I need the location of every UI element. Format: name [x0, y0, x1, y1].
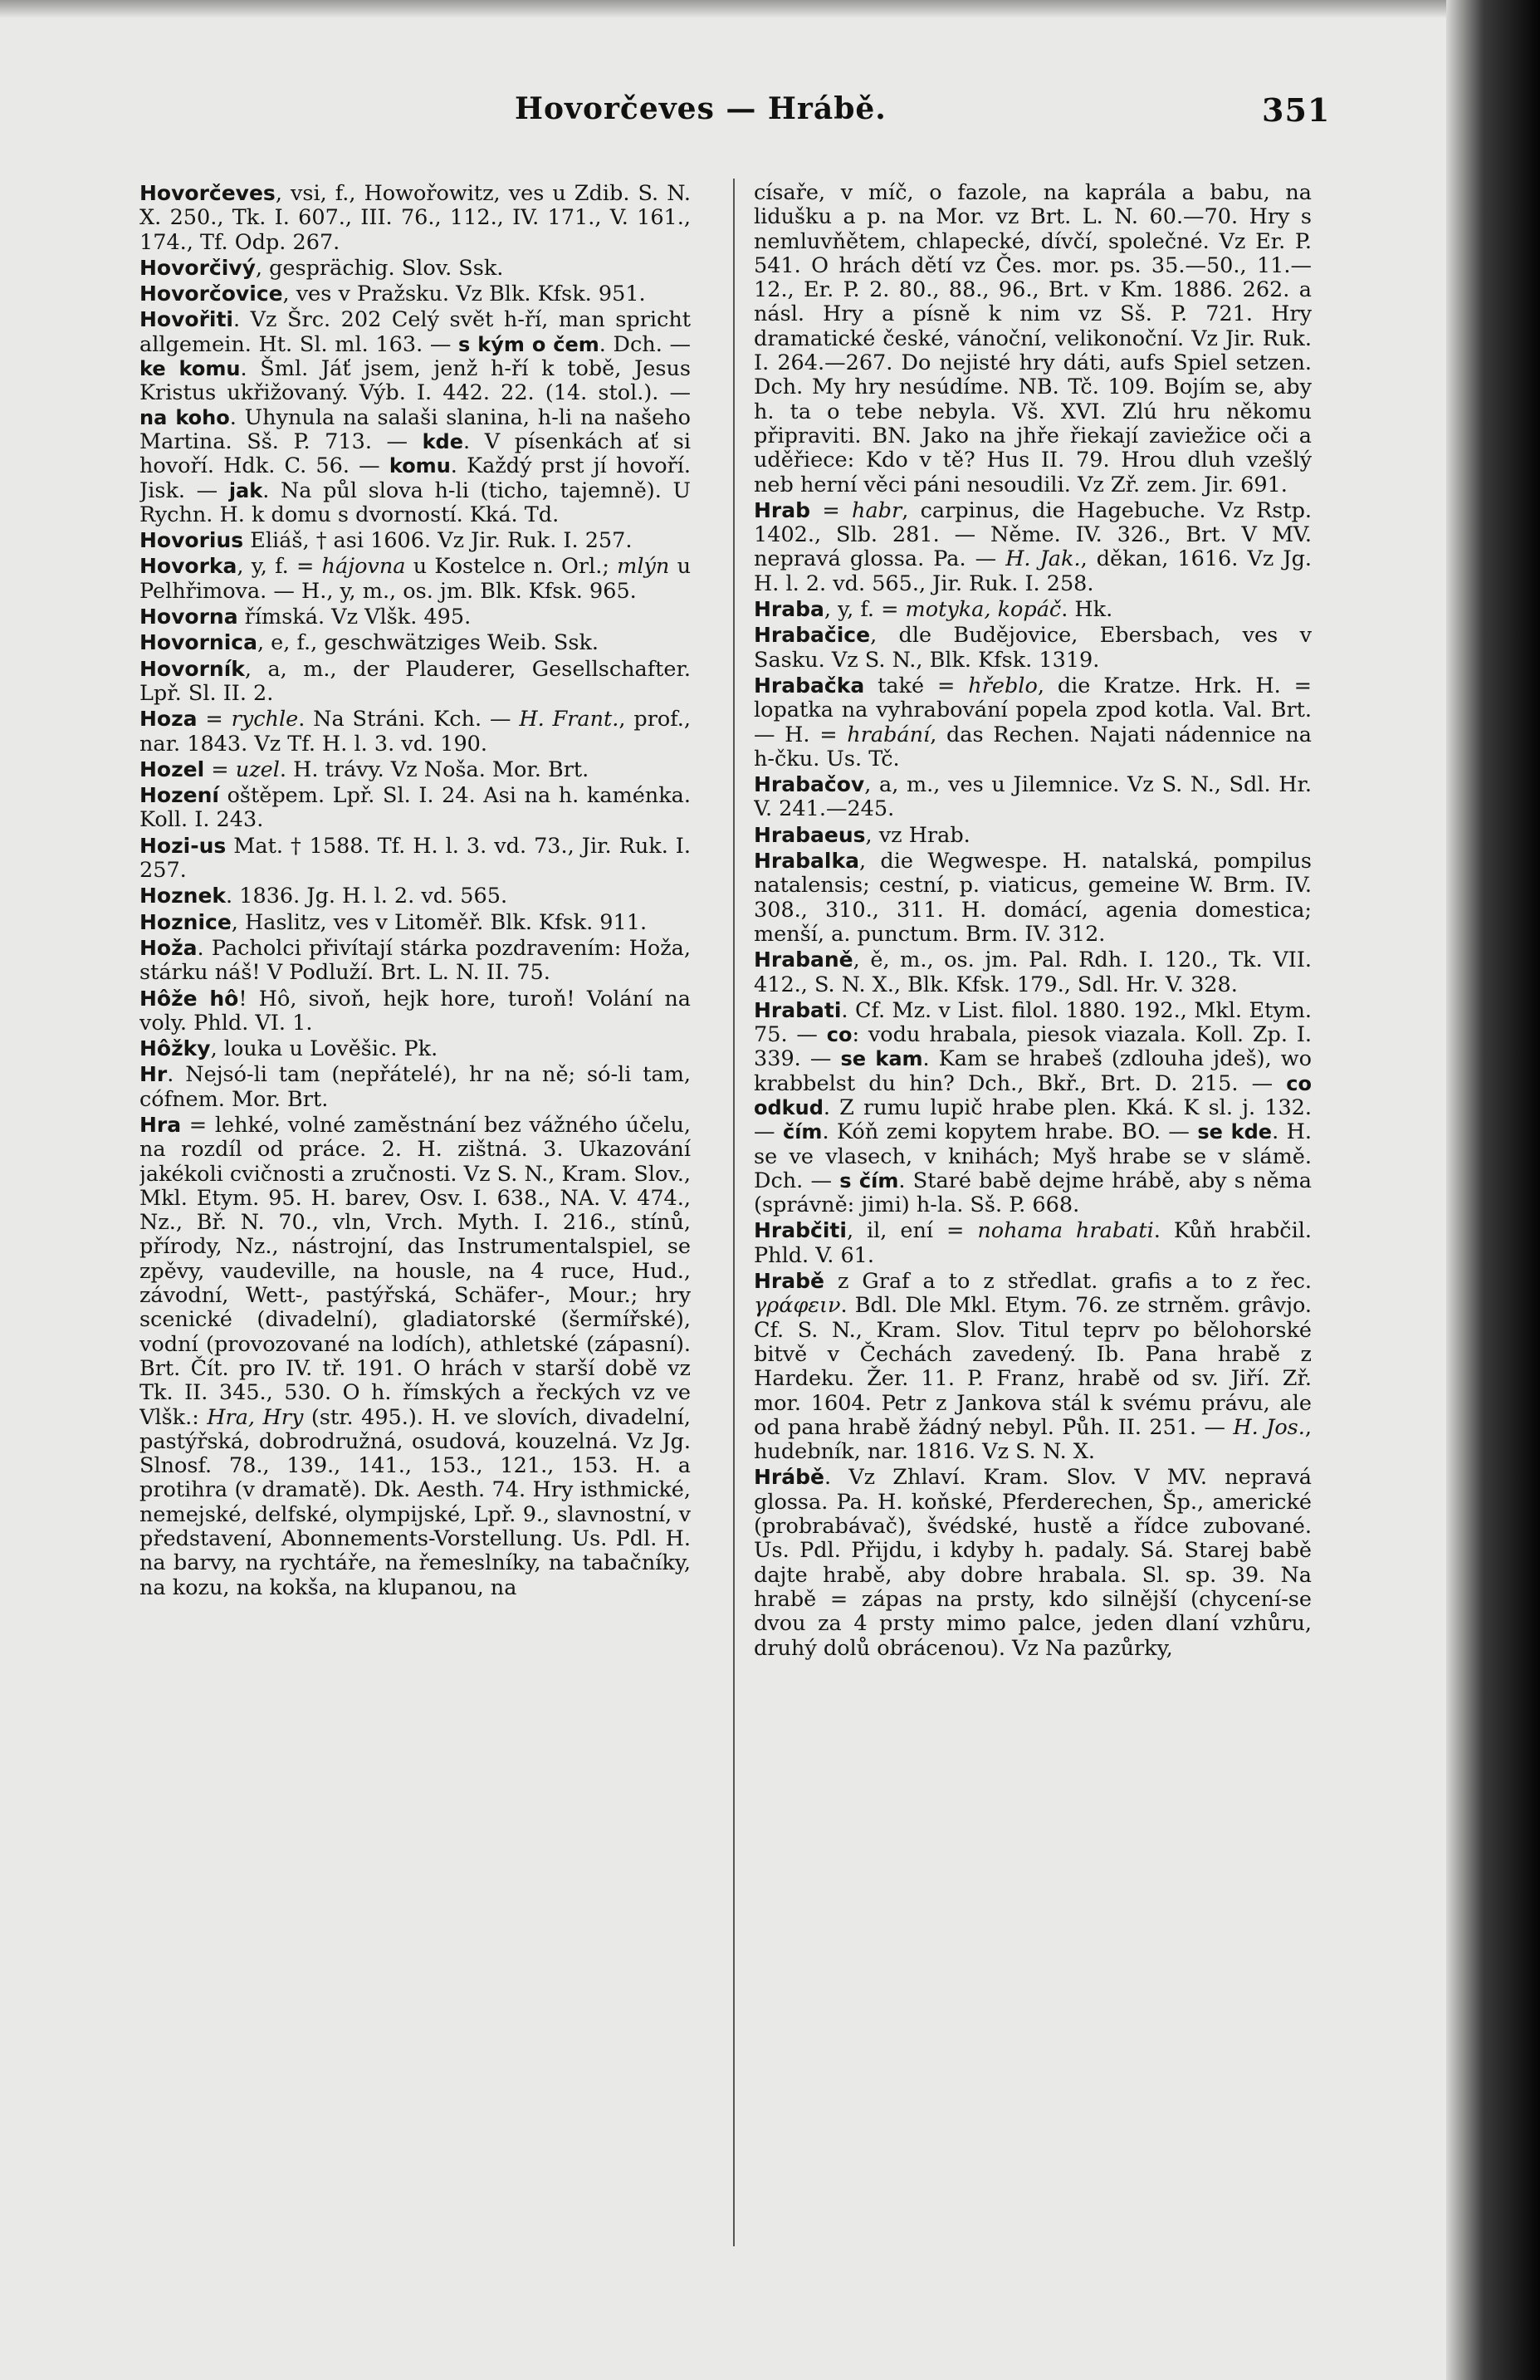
- entry-subhead: komu: [389, 454, 451, 478]
- entry-text: , e, f., geschwätziges Weib. Ssk.: [257, 630, 599, 656]
- entry-italic: Hra, Hry: [207, 1404, 304, 1430]
- entry-text: . Cf. Mz. v List. filol. 1880. 192., Mkl. Etym. 75. —: [754, 997, 1312, 1048]
- entry-text: , carpinus, die Hagebuche. Vz Rstp. 1402., Slb. 281. — Něme. IV. 326., Brt. V MV. nepravá glossa. Pa. —: [754, 497, 1312, 572]
- entry-headword: Hovorčeves: [139, 181, 276, 205]
- entry-text: u Kostelce n. Orl.;: [405, 554, 618, 580]
- entry-headword: Hr: [139, 1062, 168, 1087]
- entry-text: = lehké, volné zaměstnání bez vážného účelu, na rozdíl od práce. 2. H. zištná. 3. Ukazování jakékoli cvičnosti a zručnosti. Vz S. N., Kram. Slov., Mkl. Etym. 95. H. barev, Osv. I. 638., NA. V. 474., Nz., Bř. N. 70., vln, Vrch. Myth. I. 216., stínů, přírody, Nz., nástrojní, das Instrumentalspiel, se zpěvy, vaudeville, na housle, na 4 ruce, Hud., závodní, Wett-, pastýřská, Schäfer-, Mour.; hry scenické (divadelní), gladiatorské (šermířské), vodní (provozované na lodích), athletské (zápasní). Brt. Čít. pro IV. tř. 191. O hrách v starší době vz Tk. II. 345., 530. O h. římských a řeckých vz ve Vlšk.:: [139, 1112, 691, 1430]
- entry-text: , y, f. =: [237, 554, 322, 580]
- entry-headword: Hraba: [754, 597, 824, 622]
- entry-subhead: ke komu: [139, 357, 241, 381]
- dictionary-entry: [139, 834, 691, 884]
- dictionary-entry: [754, 623, 1312, 673]
- dictionary-entry: [139, 707, 691, 757]
- entry-text: . Bdl. Dle Mkl. Etym. 76. ze strněm. grâvjo. Cf. S. N., Kram. Slov. Titul teprv po bělohorské bitvě v Čechách zavedený. Ib. Pana hrabě z Hardeku. Žer. 11. P. Franz, hrabě od sv. Jiří. Zř. mor. 1604. Petr z Jankova stál k svému právu, ale od pana hrabě žádný nebyl. Půh. II. 251. —: [754, 1293, 1312, 1440]
- entry-headword: Hrabaeus: [754, 822, 866, 847]
- dictionary-entry: [139, 936, 691, 986]
- entry-headword: Hrabačka: [754, 673, 865, 698]
- entry-text: : vodu hrabala, piesok viazala. Koll. Zp. I. 339. —: [754, 1022, 1312, 1072]
- entry-text: =: [204, 757, 236, 782]
- entry-text: . Z rumu lupič hrabe plen. Kká. K sl. j. 132. —: [754, 1095, 1312, 1145]
- dictionary-entry: [139, 282, 691, 306]
- entry-text: , das Rechen. Najati nádennice na h-čku. Us. Tč.: [754, 722, 1312, 771]
- dictionary-entry: [139, 605, 691, 629]
- dictionary-entry: [139, 528, 691, 553]
- entry-text: . Pacholci přivítají stárka pozdravením: Hoža, stárku náš! V Podluží. Brt. L. N. II. 75.: [139, 935, 691, 986]
- entry-headword: Hrabčiti: [754, 1218, 847, 1243]
- entry-headword: Hrábě: [754, 1465, 824, 1490]
- entry-subhead: kde: [422, 429, 464, 453]
- entry-text: , vsi, f., Howořowitz, ves u Zdib. S. N. X. 250., Tk. I. 607., III. 76., 112., IV. 171., V. 161., 174., Tf. Odp. 267.: [139, 181, 691, 255]
- entry-text: . Nejsó-li tam (nepřátelé), hr na ně; só-li tam, cófnem. Mor. Brt.: [139, 1062, 691, 1112]
- entry-text: . Kůň hrabčil. Phld. V. 61.: [754, 1218, 1312, 1268]
- entry-headword: Hoža: [139, 935, 198, 960]
- entry-subhead: se kde: [1197, 1120, 1273, 1144]
- entry-text: , y, f. =: [824, 597, 906, 623]
- entry-text: . Vz Šrc. 202 Celý svět h-ří, man spricht allgemein. Ht. Sl. ml. 163. —: [139, 307, 691, 357]
- entry-text: . Staré babě dejme hrábě, aby s něma (správně: jimi) h-la. Sš. P. 668.: [754, 1168, 1312, 1218]
- entry-headword: Hoznek: [139, 884, 227, 908]
- entry-text: =: [810, 497, 853, 523]
- dictionary-entry: [754, 673, 1312, 771]
- scan-edge-shadow: [1446, 0, 1540, 2380]
- entry-text: . Na Stráni. Kch. —: [298, 707, 520, 732]
- entry-text: , a, m., ves u Jilemnice. Vz S. N., Sdl. Hr. V. 241.—245.: [754, 772, 1312, 822]
- entry-headword: Hoznice: [139, 909, 232, 934]
- dictionary-entry: [139, 783, 691, 833]
- entry-text: =: [197, 707, 232, 732]
- entry-subhead: s kým o čem: [458, 332, 599, 356]
- scan-top-shadow: [0, 0, 1540, 18]
- entry-headword: Hôže hô: [139, 986, 239, 1011]
- entry-headword: Hovorna: [139, 605, 238, 629]
- entry-subhead: co odkud: [754, 1071, 1312, 1119]
- entry-text: , gesprächig. Slov. Ssk.: [255, 255, 504, 281]
- entry-headword: Hoza: [139, 707, 198, 732]
- dictionary-entry: [754, 1218, 1312, 1268]
- dictionary-entry: [139, 554, 691, 604]
- entry-italic: uzel: [235, 757, 280, 782]
- entry-headword: Hrabalka: [754, 849, 859, 874]
- entry-text: , a, m., der Plauderer, Gesellschafter. Lpř. Sl. II. 2.: [139, 656, 691, 706]
- entry-italic: habr: [852, 497, 902, 523]
- entry-headword: Hovorčivý: [139, 255, 256, 280]
- dictionary-entry: [139, 910, 691, 935]
- dictionary-entry: [754, 823, 1312, 848]
- entry-italic: hrabání: [847, 722, 931, 747]
- entry-text: . 1836. Jg. H. l. 2. vd. 565.: [226, 884, 508, 909]
- entry-text: . H. se ve vlasech, v knihách; Myš hrabe se v slámě. Dch. —: [754, 1119, 1312, 1193]
- entry-text: . Kam se hrabeš (zdlouha jdeš), wo krabbelst du hin? Dch., Bkř., Brt. D. 215. —: [754, 1046, 1312, 1096]
- dictionary-entry: [139, 987, 691, 1036]
- entry-headword: Hovorka: [139, 554, 237, 579]
- entry-italic: H. Jos.: [1233, 1414, 1305, 1440]
- entry-text: . Každý prst jí hovoří. Jisk. —: [139, 453, 691, 503]
- entry-text: , die Kratze. Hrk. H. = lopatka na vyhrabování popela zpod kotla. Val. Brt. — H. =: [754, 673, 1312, 747]
- dictionary-entry: [754, 849, 1312, 947]
- entry-text: , dle Budějovice, Ebersbach, ves v Sasku. Vz S. N., Blk. Kfsk. 1319.: [754, 623, 1312, 673]
- dictionary-entry: [139, 657, 691, 707]
- dictionary-entry: [754, 498, 1312, 596]
- entry-headword: Hrabačice: [754, 623, 871, 648]
- entry-italic: γράφειν: [754, 1293, 841, 1319]
- entry-italic: H. Jak.: [1005, 546, 1081, 572]
- dictionary-entry: [754, 1269, 1312, 1464]
- entry-text: Mat. † 1588. Tf. H. l. 3. vd. 73., Jir. Ruk. I. 257.: [139, 833, 691, 884]
- entry-subhead: se kam: [840, 1047, 923, 1071]
- dictionary-entry: [139, 884, 691, 908]
- entry-text: u Pelhřimova. — H., y, m., os. jm. Blk. Kfsk. 965.: [139, 554, 691, 604]
- page-number: 351: [1262, 91, 1331, 129]
- entry-text: ! Hô, sivoň, hejk hore, turoň! Volání na voly. Phld. VI. 1.: [139, 986, 691, 1036]
- entry-italic: hájovna: [321, 554, 406, 580]
- entry-italic: mlýn: [617, 554, 670, 580]
- entry-italic: rychle: [231, 707, 299, 732]
- entry-text: , die Wegwespe. H. natalská, pompilus natalensis; cestní, p. viaticus, gemeine W. Brm. IV. 308., 310., 311. H. domácí, agenia domestica; menší, a. punctum. Brm. IV. 312.: [754, 849, 1312, 947]
- entry-text: , Haslitz, ves v Litoměř. Blk. Kfsk. 911.: [231, 909, 648, 935]
- entry-headword: Hrab: [754, 497, 811, 522]
- entry-headword: Hrabě: [754, 1269, 824, 1294]
- entry-text: , ě, m., os. jm. Pal. Rdh. I. 120., Tk. VII. 412., S. N. X., Blk. Kfsk. 179., Sdl. Hr. V. 328.: [754, 948, 1312, 997]
- entry-text: . Hk.: [1061, 597, 1113, 623]
- entry-text: římská. Vz Vlšk. 495.: [237, 605, 472, 630]
- entry-text: , hudebník, nar. 1816. Vz S. N. X.: [754, 1414, 1312, 1465]
- dictionary-entry: [139, 307, 691, 527]
- entry-headword: Hození: [139, 783, 219, 808]
- entry-text: císaře, v míč, o fazole, na kaprála a babu, na lidušku a p. na Mor. vz Brt. L. N. 60.—70. Hry s nemluvňětem, chlapecké, dívčí, společné. Vz Er. P. 541. O hrách dětí vz Čes. mor. ps. 35.—50., 11.—12., Er. P. 2. 80., 88., 96., Brt. v Km. 1886. 262. a násl. Hry a písně k nim vz Sš. P. 721. Hry dramatické české, vánoční, velikonoční. Vz Jir. Ruk. I. 264.—267. Do nejisté hry dáti, aufs Spiel setzen. Dch. My hry nesúdíme. NB. Tč. 109. Bojím se, aby h. ta o tebe nebyla. Vš. XVI. Zlú hru někomu připraviti. BN. Jako na jhře řiekají zaviežice oči a uděřiece: Kdo v tě? Hus II. 79. Hrou dluh vzešlý neb herní věci páni nesoudili. Vz Zř. zem. Jir. 691.: [754, 181, 1312, 497]
- entry-text: . Dch. —: [599, 331, 691, 357]
- left-column: [139, 181, 691, 2249]
- dictionary-entry: [754, 998, 1312, 1218]
- entry-text: . Na půl slova h-li (ticho, tajemně). U Rychn. H. k domu s dvorností. Kká. Td.: [139, 477, 691, 527]
- dictionary-entry: [754, 948, 1312, 997]
- entry-text: . Šml. Jáť jsem, jenž h-ří k tobě, Jesus Kristus ukřižovaný. Výb. I. 442. 22. (14. stol.). —: [139, 356, 691, 406]
- entry-italic: nohama hrabati: [977, 1218, 1154, 1244]
- dictionary-entry: [139, 630, 691, 655]
- entry-headword: Hozi-us: [139, 833, 227, 858]
- entry-subhead: co: [826, 1023, 853, 1047]
- right-column: [754, 181, 1312, 2249]
- dictionary-entry: [139, 1062, 691, 1112]
- entry-text: Eliáš, † asi 1606. Vz Jir. Ruk. I. 257.: [243, 528, 633, 554]
- entry-text: oštěpem. Lpř. Sl. I. 24. Asi na h. kaménka. Koll. I. 243.: [139, 783, 691, 833]
- entry-text: , ves v Pražsku. Vz Blk. Kfsk. 951.: [282, 282, 646, 307]
- entry-text: , vz Hrab.: [865, 822, 970, 848]
- entry-headword: Hovorník: [139, 656, 245, 681]
- running-head-title: Hovorčeves — Hrábě.: [515, 91, 887, 126]
- entry-text: , il, ení =: [846, 1218, 978, 1244]
- entry-text: , prof., nar. 1843. Vz Tf. H. l. 3. vd. 190.: [139, 707, 691, 757]
- entry-text: (str. 495.). H. ve slovích, divadelní, pastýřská, dobrodružná, osudová, kouzelná. Vz Jg. Slnosf. 78., 139., 141., 153., 121., 153. H. a protihra (v dramatě). Dk. Aesth. 74. Hry isthmické, nemejské, delfské, olympijské, Lpř. 9., slavnostní, v představení, Abonnements-Vorstellung. Us. Pdl. H. na barvy, na rychtáře, na řemeslníky, na tabačníky, na kozu, na kokša, na klupanou, na: [139, 1404, 691, 1600]
- entry-headword: Hovorčovice: [139, 282, 283, 306]
- entry-text: . Kóň zemi kopytem hrabe. BO. —: [822, 1119, 1198, 1145]
- entry-subhead: čím: [782, 1120, 823, 1144]
- entry-text: . Vz Zhlaví. Kram. Slov. V MV. nepravá glossa. Pa. H. koňské, Pferderechen, Šp., americké (probrabávač), švédské, hustě a řídce zubované. Us. Pdl. Přijdu, i kdyby h. padaly. Sá. Starej babě dajte hrabě, aby dobre hrabala. Sl. sp. 39. Na hrabě = zápas na prsty, kdo silnější (chycení-se dvou za 4 prsty mimo palce, jeden dlaní vzhůru, druhý dolů obrácenou). Vz Na pazůrky,: [754, 1465, 1312, 1661]
- entry-headword: Hrabačov: [754, 772, 865, 797]
- dictionary-entry: [139, 181, 691, 255]
- entry-text: , louka u Lověšic. Pk.: [210, 1036, 438, 1062]
- entry-headword: Hovornica: [139, 630, 257, 655]
- entry-text: také =: [864, 673, 969, 698]
- entry-text: . V písenkách ať si hovoří. Hdk. C. 56. —: [139, 428, 691, 479]
- entry-headword: Hrabati: [754, 997, 842, 1022]
- dictionary-entry: [754, 772, 1312, 822]
- entry-text: . Uhynula na salaši slanina, h-li na našeho Martina. Sš. P. 713. —: [139, 404, 691, 454]
- entry-headword: Hra: [139, 1112, 182, 1137]
- dictionary-entry: [754, 597, 1312, 622]
- entry-italic: hřeblo: [968, 673, 1038, 698]
- entry-headword: Hovorius: [139, 528, 244, 553]
- dictionary-entry: [754, 181, 1312, 497]
- entry-text: , děkan, 1616. Vz Jg. H. l. 2. vd. 565., Jir. Ruk. I. 258.: [754, 546, 1312, 596]
- entry-italic: H. Frant.: [519, 707, 619, 732]
- entry-italic: motyka, kopáč: [905, 597, 1062, 623]
- entry-subhead: na koho: [139, 405, 230, 429]
- dictionary-entry: [139, 256, 691, 281]
- entry-headword: Hovořiti: [139, 307, 233, 332]
- entry-headword: Hrabaně: [754, 948, 853, 972]
- entry-headword: Hôžky: [139, 1036, 211, 1061]
- dictionary-entry: [754, 1465, 1312, 1660]
- entry-headword: Hozel: [139, 757, 205, 781]
- dictionary-entry: [139, 1113, 691, 1600]
- entry-subhead: jak: [228, 478, 263, 502]
- entry-text: . H. trávy. Vz Noša. Mor. Brt.: [279, 757, 589, 782]
- entry-subhead: s čím: [839, 1168, 899, 1192]
- dictionary-entry: [139, 1036, 691, 1061]
- column-divider: [733, 179, 735, 2246]
- entry-text: z Graf a to z středlat. grafis a to z řec.: [824, 1269, 1312, 1295]
- dictionary-entry: [139, 757, 691, 782]
